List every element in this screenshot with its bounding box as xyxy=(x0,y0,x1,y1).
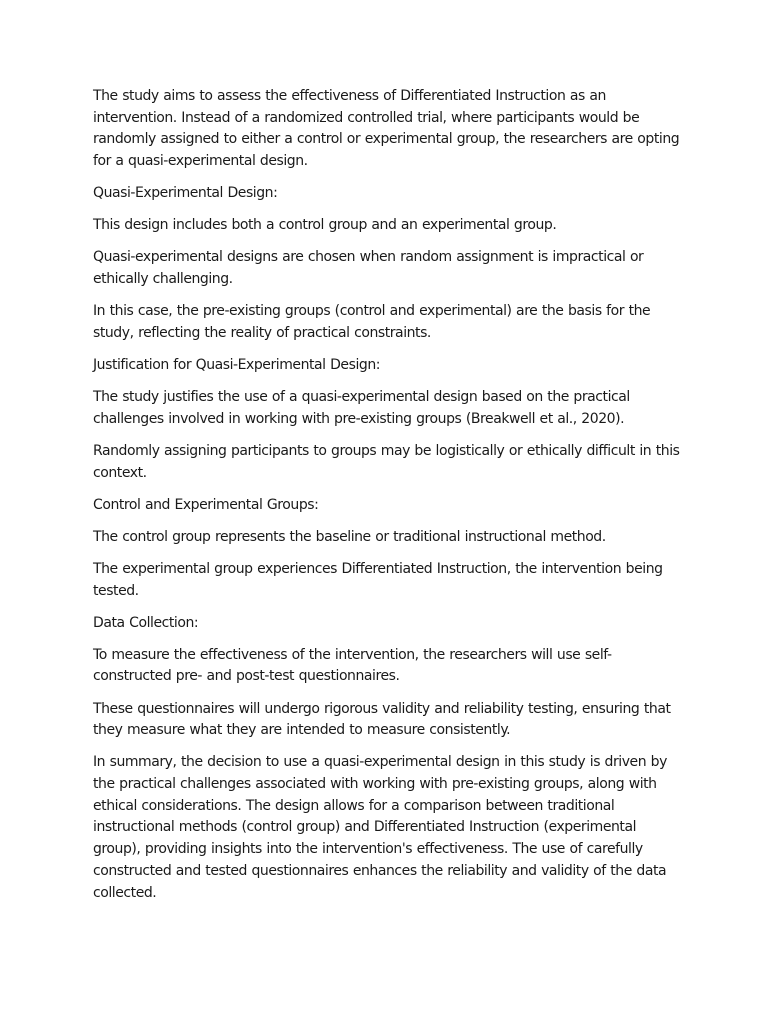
section-heading-data-collection: Data Collection: xyxy=(93,614,199,631)
paragraph: To measure the effectiveness of the intervention, the researchers will use self-constructed pre- and post-test questionnaires. xyxy=(93,646,612,685)
section-heading-design: Quasi-Experimental Design: xyxy=(93,185,278,202)
paragraph: Randomly assigning participants to groups may be logistically or ethically difficult in this context. xyxy=(93,442,680,481)
section-heading-justification: Justification for Quasi-Experimental Design: xyxy=(93,356,381,373)
paragraph: This design includes both a control group and an experimental group. xyxy=(93,217,557,234)
paragraph: The experimental group experiences Differentiated Instruction, the intervention being tested. xyxy=(93,560,663,599)
summary-paragraph: In summary, the decision to use a quasi-experimental design in this study is driven by the practical challenges associated with working with pre-existing groups, along with ethical considerations. The design allows for a comparison between traditional instructional methods (control group) and Differentiated Instruction (experimental group), providing insights into the intervention's effectiveness. The use of carefully constructed and tested questionnaires enhances the reliability and validity of the data collected. xyxy=(93,754,667,901)
intro-paragraph: The study aims to assess the effectiveness of Differentiated Instruction as an intervention. Instead of a randomized controlled trial, where participants would be randomly assigned to either a control or experimental group, the researchers are opting for a quasi-experimental design. xyxy=(93,88,680,170)
document-body xyxy=(93,86,683,915)
paragraph: These questionnaires will undergo rigorous validity and reliability testing, ensuring that they measure what they are intended to measure consistently. xyxy=(93,700,671,739)
section-heading-groups: Control and Experimental Groups: xyxy=(93,496,319,513)
paragraph: Quasi-experimental designs are chosen when random assignment is impractical or ethically challenging. xyxy=(93,249,644,288)
paragraph: The control group represents the baseline or traditional instructional method. xyxy=(93,528,606,545)
paragraph: The study justifies the use of a quasi-experimental design based on the practical challenges involved in working with pre-existing groups (Breakwell et al., 2020). xyxy=(93,389,630,427)
paragraph: In this case, the pre-existing groups (control and experimental) are the basis for the study, reflecting the reality of practical constraints. xyxy=(93,303,651,341)
